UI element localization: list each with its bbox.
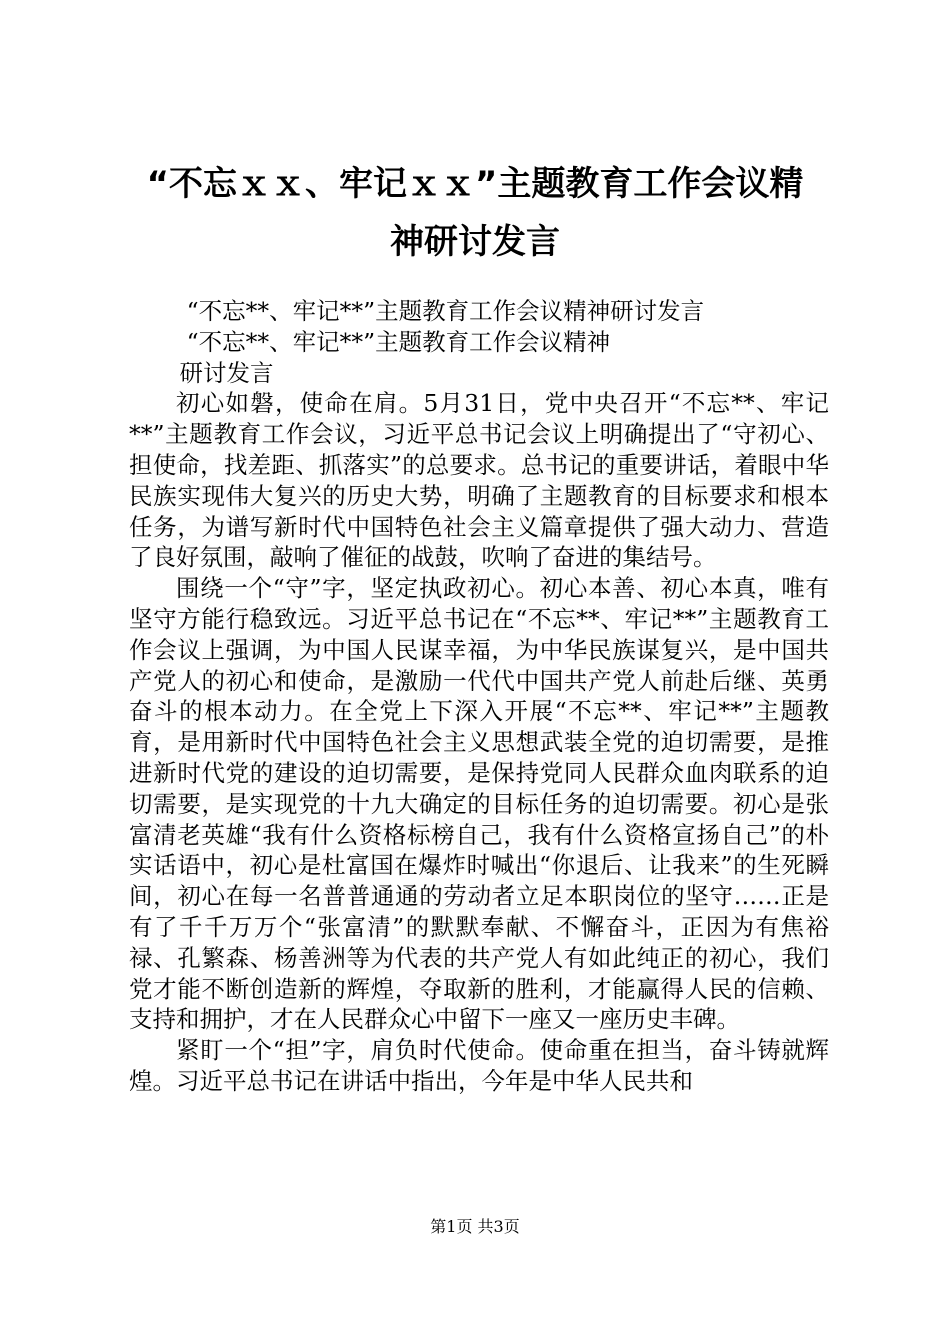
document-body: [129, 296, 829, 1097]
paragraph-1: 初心如磐，使命在肩。5月31日，党中央召开“不忘**、牢记**”主题教育工作会议，习近平总书记会议上明确提出了“守初心、担使命，找差距、抓落实”的总要求。总书记的重要讲话，着眼中华民族实现伟大复兴的历史大势，明确了主题教育的目标要求和根本任务，为谱写新时代中国特色社会主义篇章提供了强大动力、营造了良好氛围，敲响了催征的战鼓，吹响了奋进的集结号。: [129, 389, 829, 572]
page-footer: 第1页 共3页: [430, 1217, 520, 1236]
subtitle-line-3: 研讨发言: [179, 358, 274, 387]
subtitle-line-1: “不忘**、牢记**”主题教育工作会议精神研讨发言: [186, 297, 705, 325]
paragraph-2: 围绕一个“守”字，坚定执政初心。初心本善、初心本真，唯有坚守方能行稳致远。习近平总书记在“不忘**、牢记**”主题教育工作会议上强调，为中国人民谋幸福，为中华民族谋复兴，是中国共产党人的初心和使命，是激励一代代中国共产党人前赴后继、英勇奋斗的根本动力。在全党上下深入开展“不忘**、牢记**”主题教育，是用新时代中国特色社会主义思想武装全党的迫切需要，是推进新时代党的建设的迫切需要，是保持党同人民群众血肉联系的迫切需要，是实现党的十九大确定的目标任务的迫切需要。初心是张富清老英雄“我有什么资格标榜自己，我有什么资格宣扬自己”的朴实话语中，初心是杜富国在爆炸时喊出“你退后、让我来”的生死瞬间，初心在每一名普普通通的劳动者立足本职岗位的坚守……正是有了千千万万个“张富清”的默默奉献、不懈奋斗，正因为有焦裕禄、孔繁森、杨善洲等为代表的共产党人有如此纯正的初心，我们党才能不断创造新的辉煌，夺取新的胜利，才能赢得人民的信赖、支持和拥护，才在人民群众心中留下一座又一座历史丰碑。: [129, 574, 829, 1034]
paragraph-3: 紧盯一个“担”字，肩负时代使命。使命重在担当，奋斗铸就辉煌。习近平总书记在讲话中指出，今年是中华人民共和: [129, 1036, 829, 1095]
document-title-line-1: “不忘ｘｘ、牢记ｘｘ”主题教育工作会议精: [146, 164, 804, 204]
subtitle-line-2: “不忘**、牢记**”主题教育工作会议精神: [186, 327, 611, 356]
document-title-line-2: 神研讨发言: [390, 222, 560, 262]
